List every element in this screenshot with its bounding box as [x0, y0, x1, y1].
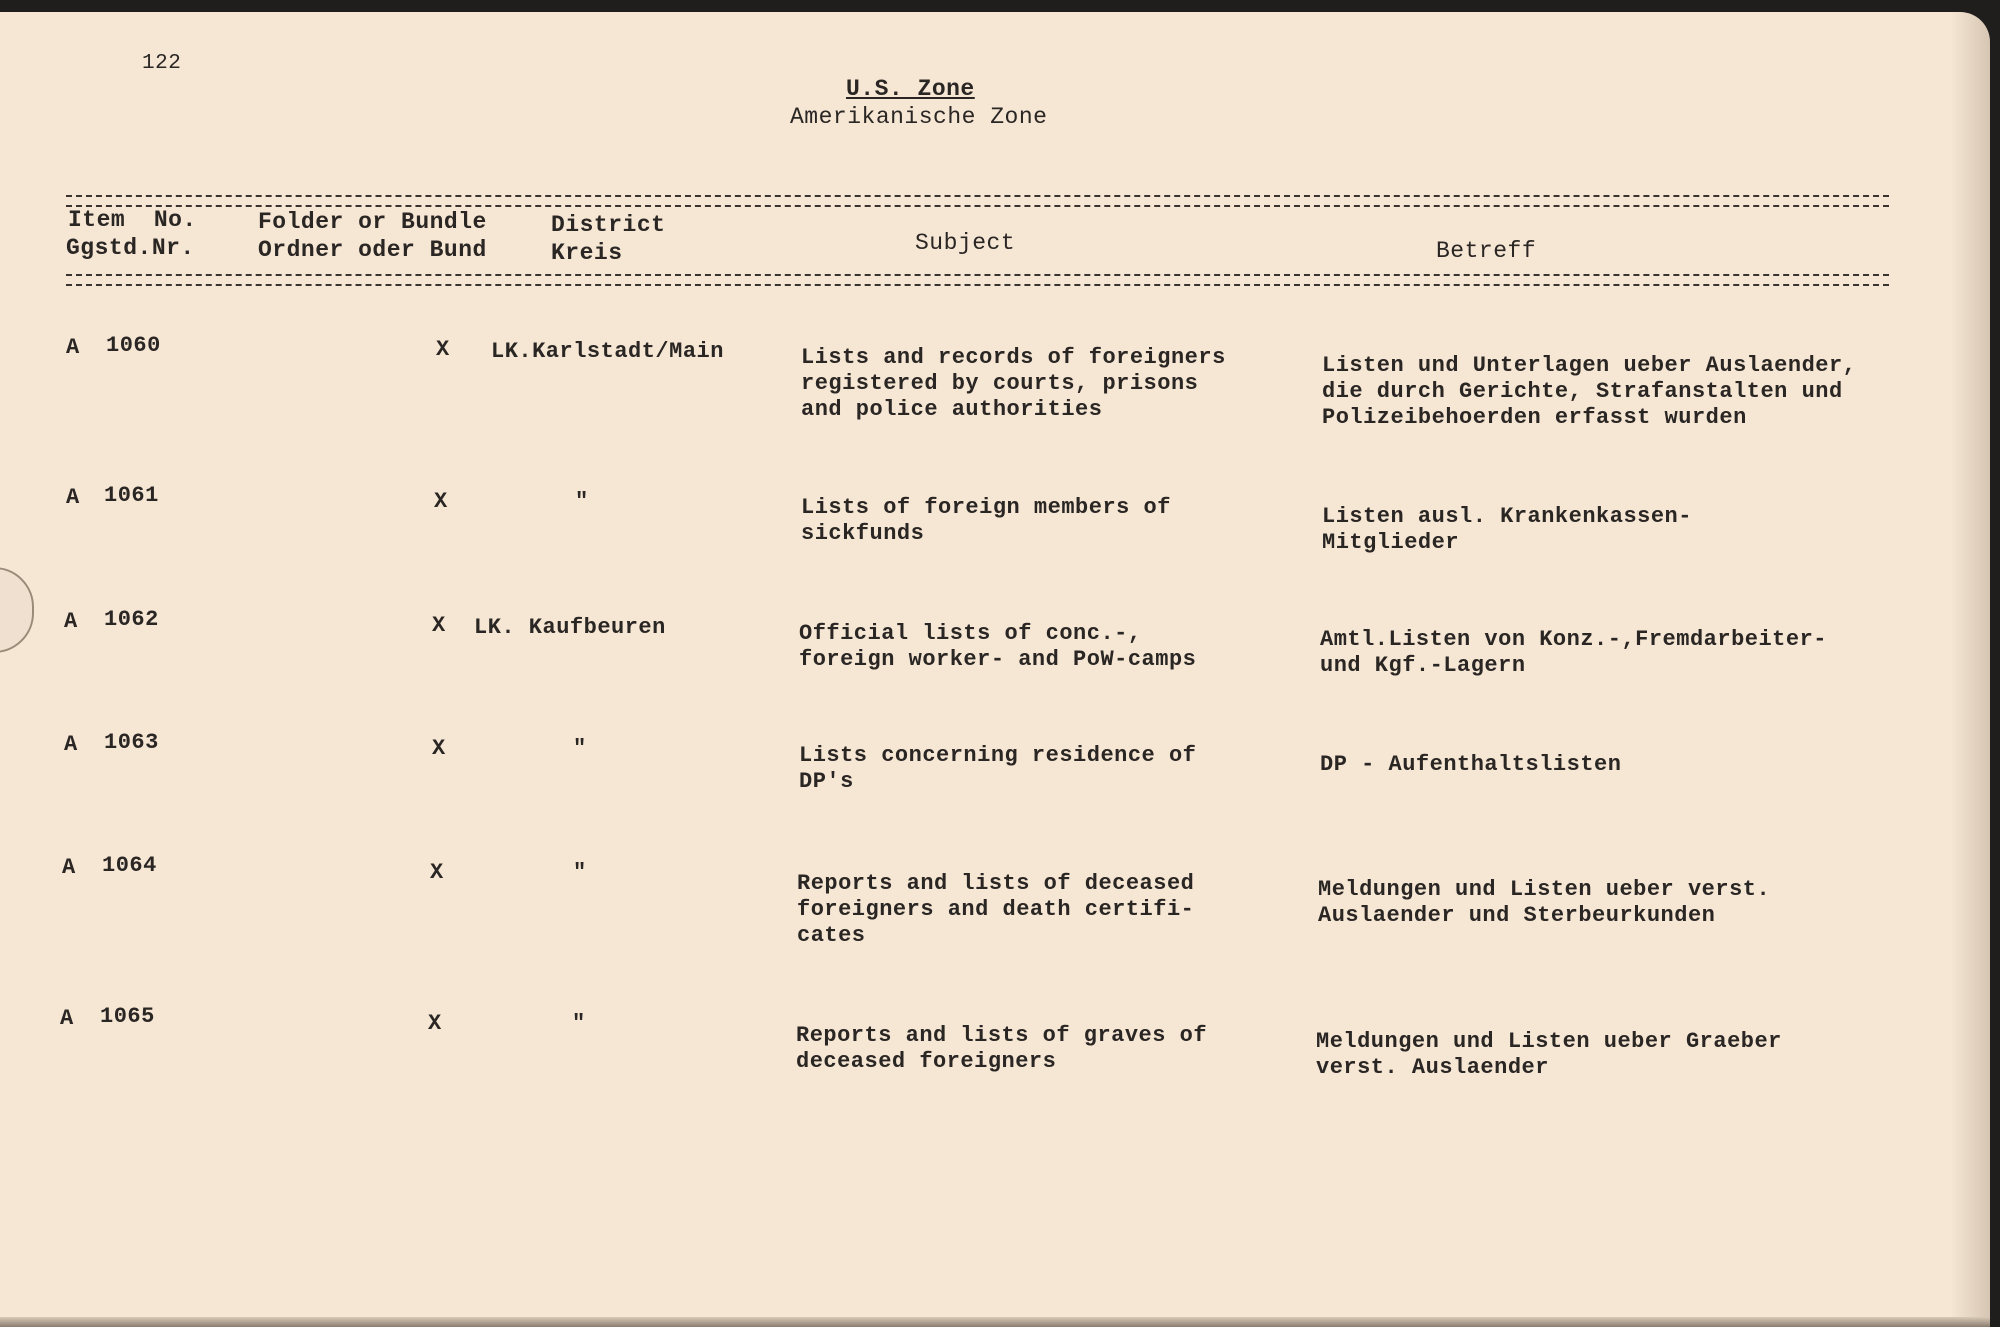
row-number: 1064 — [102, 853, 157, 878]
row-subject-line2: foreigners and death certifi- — [797, 897, 1195, 922]
row-mark: X — [434, 489, 448, 514]
row-betreff-line1: Amtl.Listen von Konz.-,Fremdarbeiter- — [1320, 627, 1827, 652]
header-bottom-rule — [66, 274, 1889, 276]
header-district-line1: District — [551, 212, 666, 238]
page-number: 122 — [142, 52, 182, 75]
header-bottom-rule-2 — [66, 284, 1889, 286]
row-letter: A — [60, 1006, 74, 1031]
header-district-line2: Kreis — [551, 240, 623, 266]
row-betreff-line1: DP - Aufenthaltslisten — [1320, 752, 1622, 777]
page-subtitle: Amerikanische Zone — [790, 104, 1048, 130]
row-letter: A — [66, 335, 80, 360]
row-mark: X — [432, 736, 446, 761]
row-district: LK. Kaufbeuren — [474, 615, 666, 640]
row-betreff-line2: Auslaender und Sterbeurkunden — [1318, 903, 1716, 928]
header-betreff: Betreff — [1436, 238, 1537, 264]
row-subject-line1: Reports and lists of graves of — [796, 1023, 1208, 1048]
row-number: 1061 — [104, 483, 159, 508]
row-subject-line2: foreign worker- and PoW-camps — [799, 647, 1197, 672]
row-subject-line3: and police authorities — [801, 397, 1103, 422]
row-subject-line2: deceased foreigners — [796, 1049, 1057, 1074]
row-district: " — [572, 1011, 586, 1036]
row-subject-line1: Lists concerning residence of — [799, 743, 1197, 768]
row-letter: A — [66, 485, 80, 510]
row-district: " — [575, 489, 589, 514]
header-top-rule — [66, 195, 1889, 197]
row-betreff-line2: Mitglieder — [1322, 530, 1460, 555]
row-letter: A — [64, 732, 78, 757]
row-letter: A — [64, 609, 78, 634]
row-subject-line3: cates — [797, 923, 866, 948]
page-bottom-edge — [0, 1317, 1990, 1327]
row-betreff-line1: Listen ausl. Krankenkassen- — [1322, 504, 1692, 529]
row-betreff-line3: Polizeibehoerden erfasst wurden — [1322, 405, 1747, 430]
row-district: " — [573, 860, 587, 885]
row-mark: X — [436, 337, 450, 362]
row-subject-line2: registered by courts, prisons — [801, 371, 1199, 396]
row-number: 1062 — [104, 607, 159, 632]
row-subject-line1: Lists of foreign members of — [801, 495, 1171, 520]
row-betreff-line1: Meldungen und Listen ueber verst. — [1318, 877, 1771, 902]
row-number: 1065 — [100, 1004, 155, 1029]
row-subject-line2: DP's — [799, 769, 854, 794]
header-item-line1: Item No. — [68, 207, 197, 233]
row-betreff-line2: die durch Gerichte, Strafanstalten und — [1322, 379, 1843, 404]
row-mark: X — [428, 1011, 442, 1036]
row-subject-line1: Official lists of conc.-, — [799, 621, 1142, 646]
row-letter: A — [62, 855, 76, 880]
page-title: U.S. Zone — [846, 76, 975, 102]
row-mark: X — [430, 860, 444, 885]
row-betreff-line2: und Kgf.-Lagern — [1320, 653, 1526, 678]
header-folder-line2: Ordner oder Bund — [258, 237, 487, 263]
row-betreff-line1: Listen und Unterlagen ueber Auslaender, — [1322, 353, 1857, 378]
row-betreff-line1: Meldungen und Listen ueber Graeber — [1316, 1029, 1782, 1054]
row-number: 1060 — [106, 333, 161, 358]
row-district: LK.Karlstadt/Main — [491, 339, 724, 364]
header-top-rule-2 — [66, 205, 1889, 207]
binding-tab — [0, 567, 34, 653]
header-item-line2: Ggstd.Nr. — [66, 235, 195, 261]
row-mark: X — [432, 613, 446, 638]
row-subject-line2: sickfunds — [801, 521, 925, 546]
header-subject: Subject — [915, 230, 1016, 256]
document-page — [0, 12, 1990, 1327]
row-betreff-line2: verst. Auslaender — [1316, 1055, 1549, 1080]
row-district: " — [573, 736, 587, 761]
row-subject-line1: Lists and records of foreigners — [801, 345, 1226, 370]
page-edge-shadow — [1950, 12, 1990, 1327]
row-number: 1063 — [104, 730, 159, 755]
row-subject-line1: Reports and lists of deceased — [797, 871, 1195, 896]
header-folder-line1: Folder or Bundle — [258, 209, 487, 235]
